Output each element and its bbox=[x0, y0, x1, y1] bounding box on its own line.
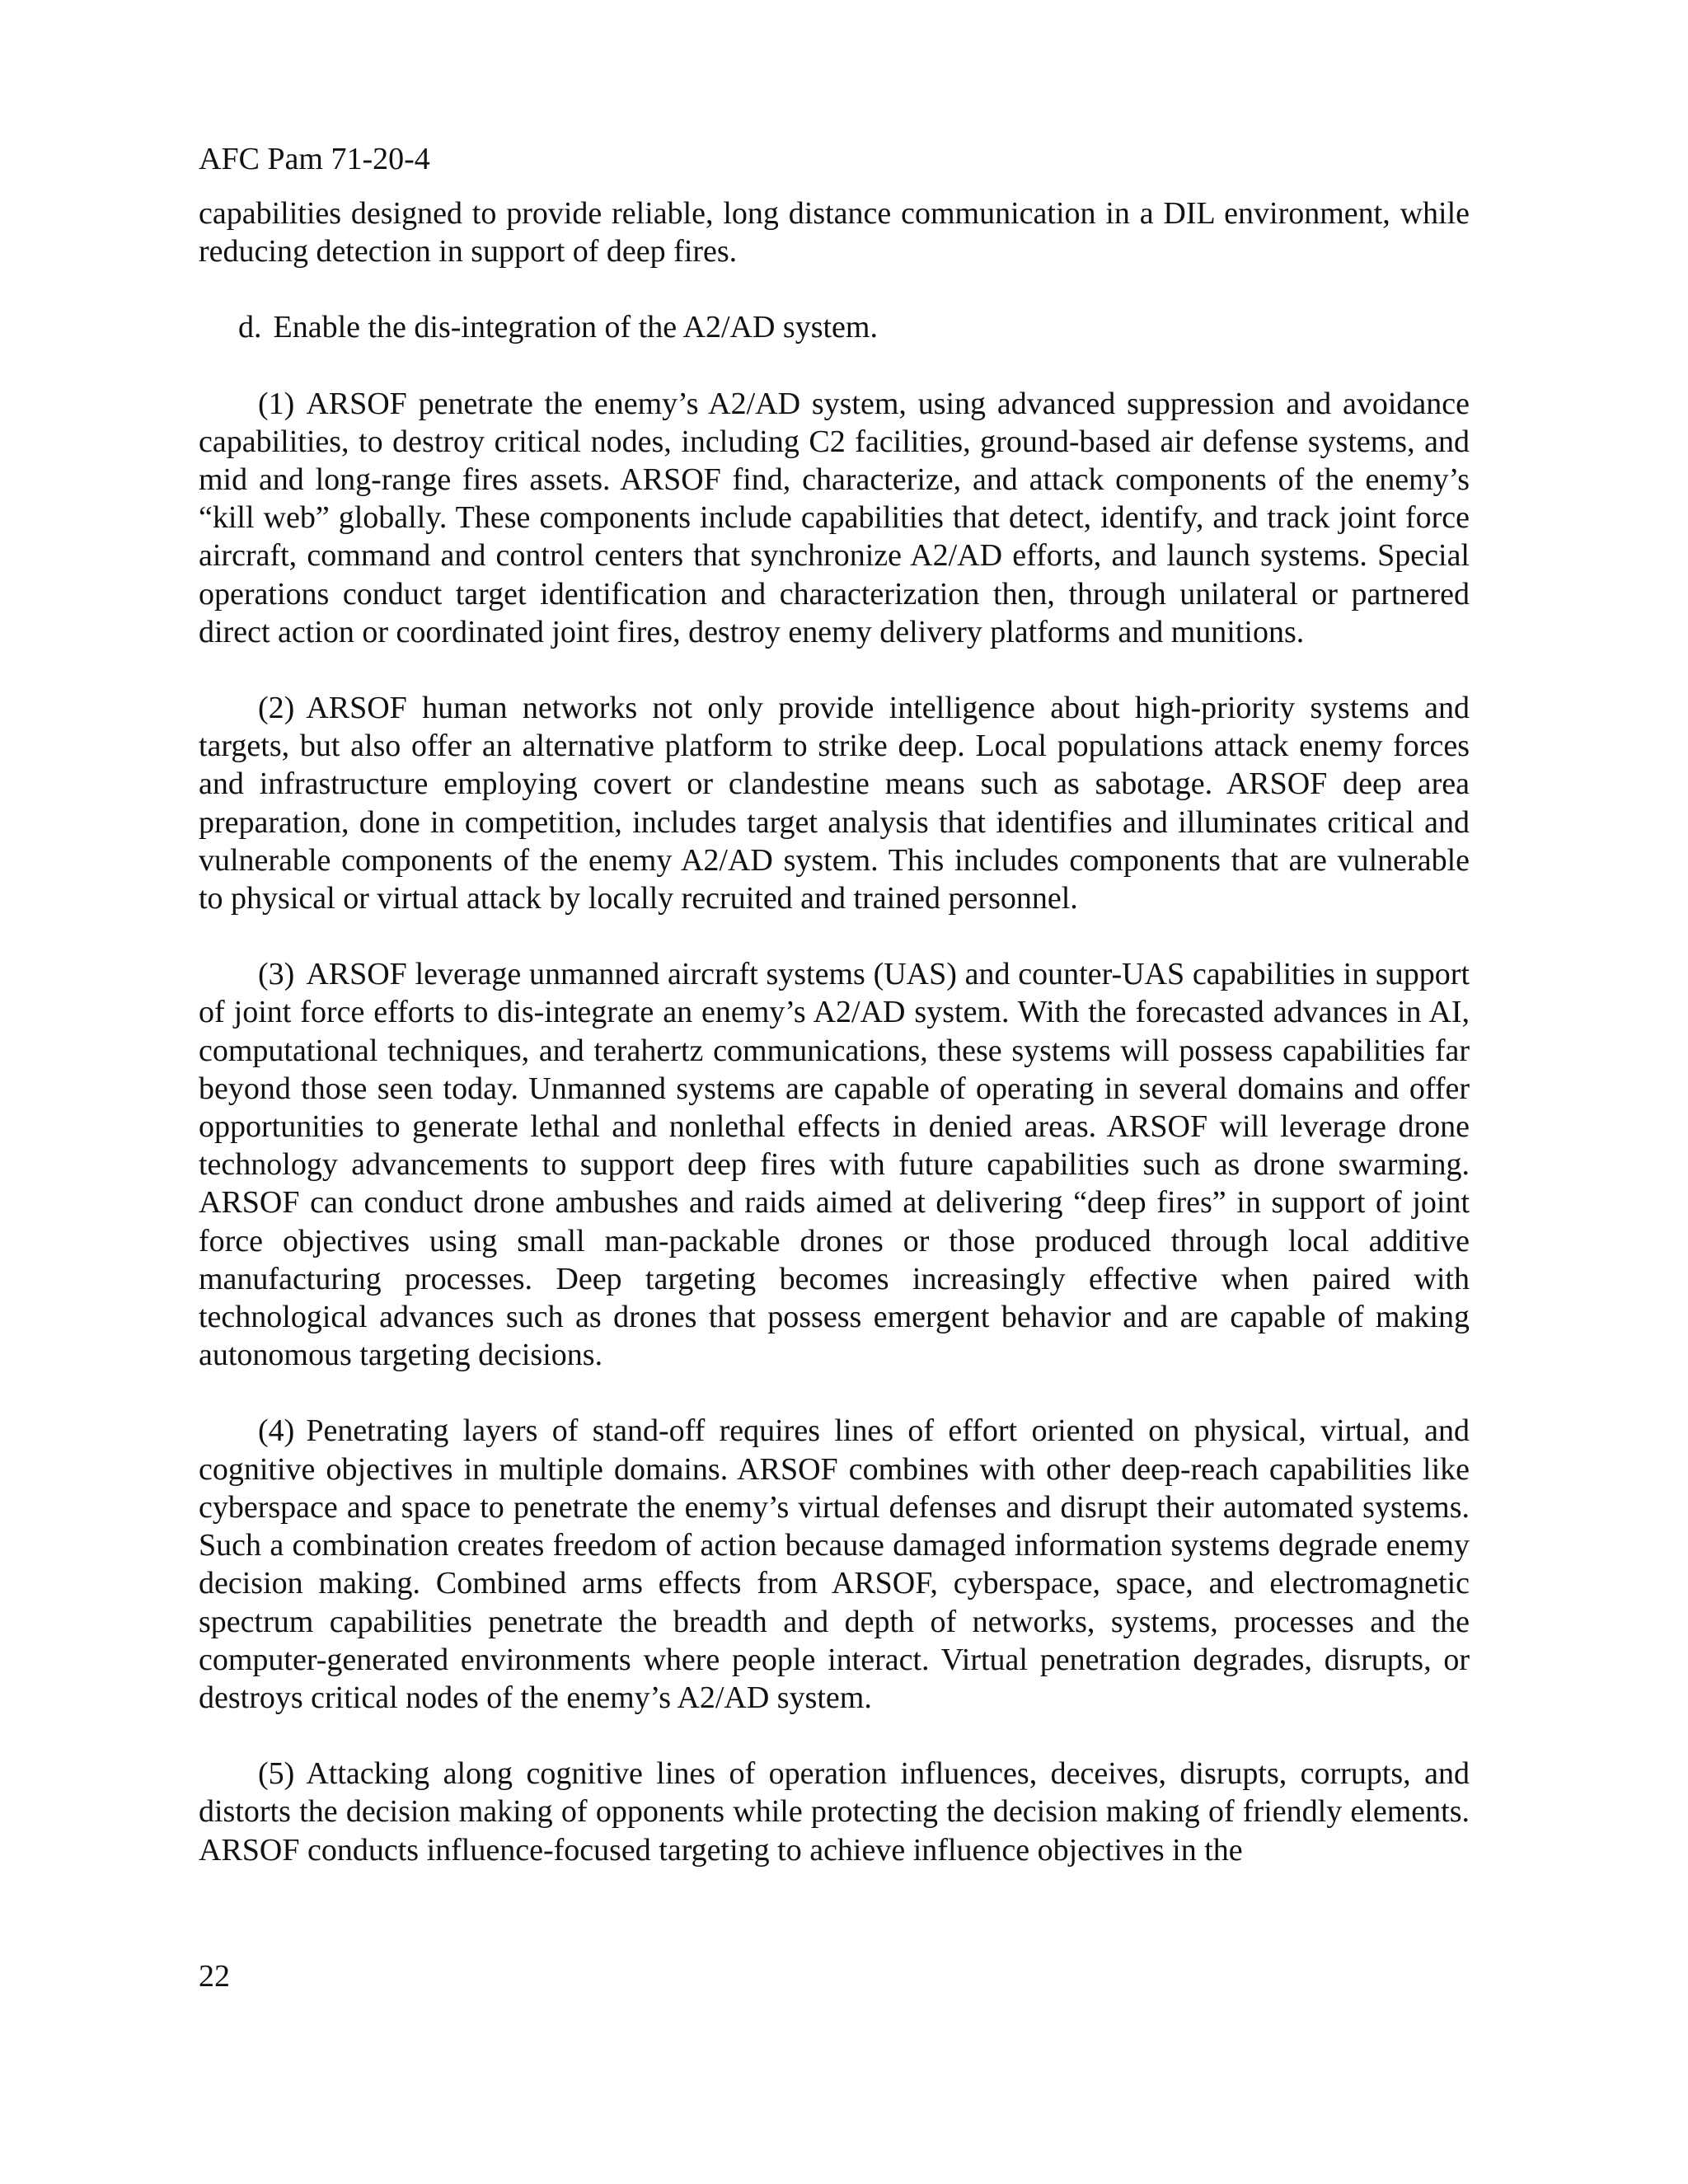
paragraph-text: Attacking along cognitive lines of operation influences, deceives, disrupts, corrupts, and distorts the decision making of opponents while protecting the decision making of friendly elements. ARSOF conducts influence-focused targeting to achieve influence objectives in the bbox=[199, 1756, 1470, 1868]
paragraph-label: (5) bbox=[258, 1756, 295, 1792]
paragraph-d2 bbox=[199, 689, 1470, 917]
paragraph-d4 bbox=[199, 1412, 1470, 1717]
paragraph-label: (3) bbox=[258, 957, 295, 992]
paragraph-d1 bbox=[199, 385, 1470, 651]
paragraph-text: Enable the dis-integration of the A2/AD system. bbox=[273, 310, 878, 345]
paragraph-d5 bbox=[199, 1755, 1470, 1869]
paragraph-text: capabilities designed to provide reliable, long distance communication in a DIL environment, while reducing detection in support of deep fires. bbox=[199, 196, 1470, 269]
paragraph-label: (2) bbox=[258, 691, 295, 726]
paragraph-d bbox=[199, 308, 1470, 346]
paragraph-label: (4) bbox=[258, 1413, 295, 1449]
paragraph-d3 bbox=[199, 955, 1470, 1374]
paragraph-label: (1) bbox=[258, 386, 295, 421]
paragraph-label: d. bbox=[238, 310, 262, 345]
document-header: AFC Pam 71-20-4 bbox=[199, 142, 430, 176]
document-body bbox=[199, 194, 1470, 1907]
page-number: 22 bbox=[199, 1959, 230, 1994]
paragraph-text: ARSOF leverage unmanned aircraft systems (UAS) and counter-UAS capabilities in support of joint force efforts to dis-integrate an enemy’s A2/AD system. With the forecasted advances in AI, computational techniques, and terahertz communications, these systems will possess capabilities far beyond those seen today. Unmanned systems are capable of operating in several domains and offer opportunities to generate lethal and nonlethal effects in denied areas. ARSOF will leverage drone technology advancements to support deep fires with future capabilities such as drone swarming. ARSOF can conduct drone ambushes and raids aimed at delivering “deep fires” in support of joint force objectives using small man-packable drones or those produced through local additive manufacturing processes. Deep targeting becomes increasingly effective when paired with technological advances such as drones that possess emergent behavior and are capable of making autonomous targeting decisions. bbox=[199, 957, 1470, 1373]
paragraph-text: ARSOF human networks not only provide intelligence about high-priority systems and targets, but also offer an alternative platform to strike deep. Local populations attack enemy forces and infrastructure employing covert or clandestine means such as sabotage. ARSOF deep area preparation, done in competition, includes target analysis that identifies and illuminates critical and vulnerable components of the enemy A2/AD system. This includes components that are vulnerable to physical or virtual attack by locally recruited and trained personnel. bbox=[199, 691, 1470, 916]
paragraph-text: ARSOF penetrate the enemy’s A2/AD system, using advanced suppression and avoidance capabilities, to destroy critical nodes, including C2 facilities, ground-based air defense systems, and mid and long-range fires assets. ARSOF find, characterize, and attack components of the enemy’s “kill web” globally. These components include capabilities that detect, identify, and track joint force aircraft, command and control centers that synchronize A2/AD efforts, and launch systems. Special operations conduct target identification and characterization then, through unilateral or partnered direct action or coordinated joint fires, destroy enemy delivery platforms and munitions. bbox=[199, 386, 1470, 649]
paragraph-continued bbox=[199, 194, 1470, 270]
paragraph-text: Penetrating layers of stand-off requires lines of effort oriented on physical, virtual, and cognitive objectives in multiple domains. ARSOF combines with other deep-reach capabilities like cyberspace and space to penetrate the enemy’s virtual defenses and disrupt their automated systems. Such a combination creates freedom of action because damaged information systems degrade enemy decision making. Combined arms effects from ARSOF, cyberspace, space, and electromagnetic spectrum capabilities penetrate the breadth and depth of networks, systems, processes and the computer-generated environments where people interact. Virtual penetration degrades, disrupts, or destroys critical nodes of the enemy’s A2/AD system. bbox=[199, 1413, 1470, 1715]
